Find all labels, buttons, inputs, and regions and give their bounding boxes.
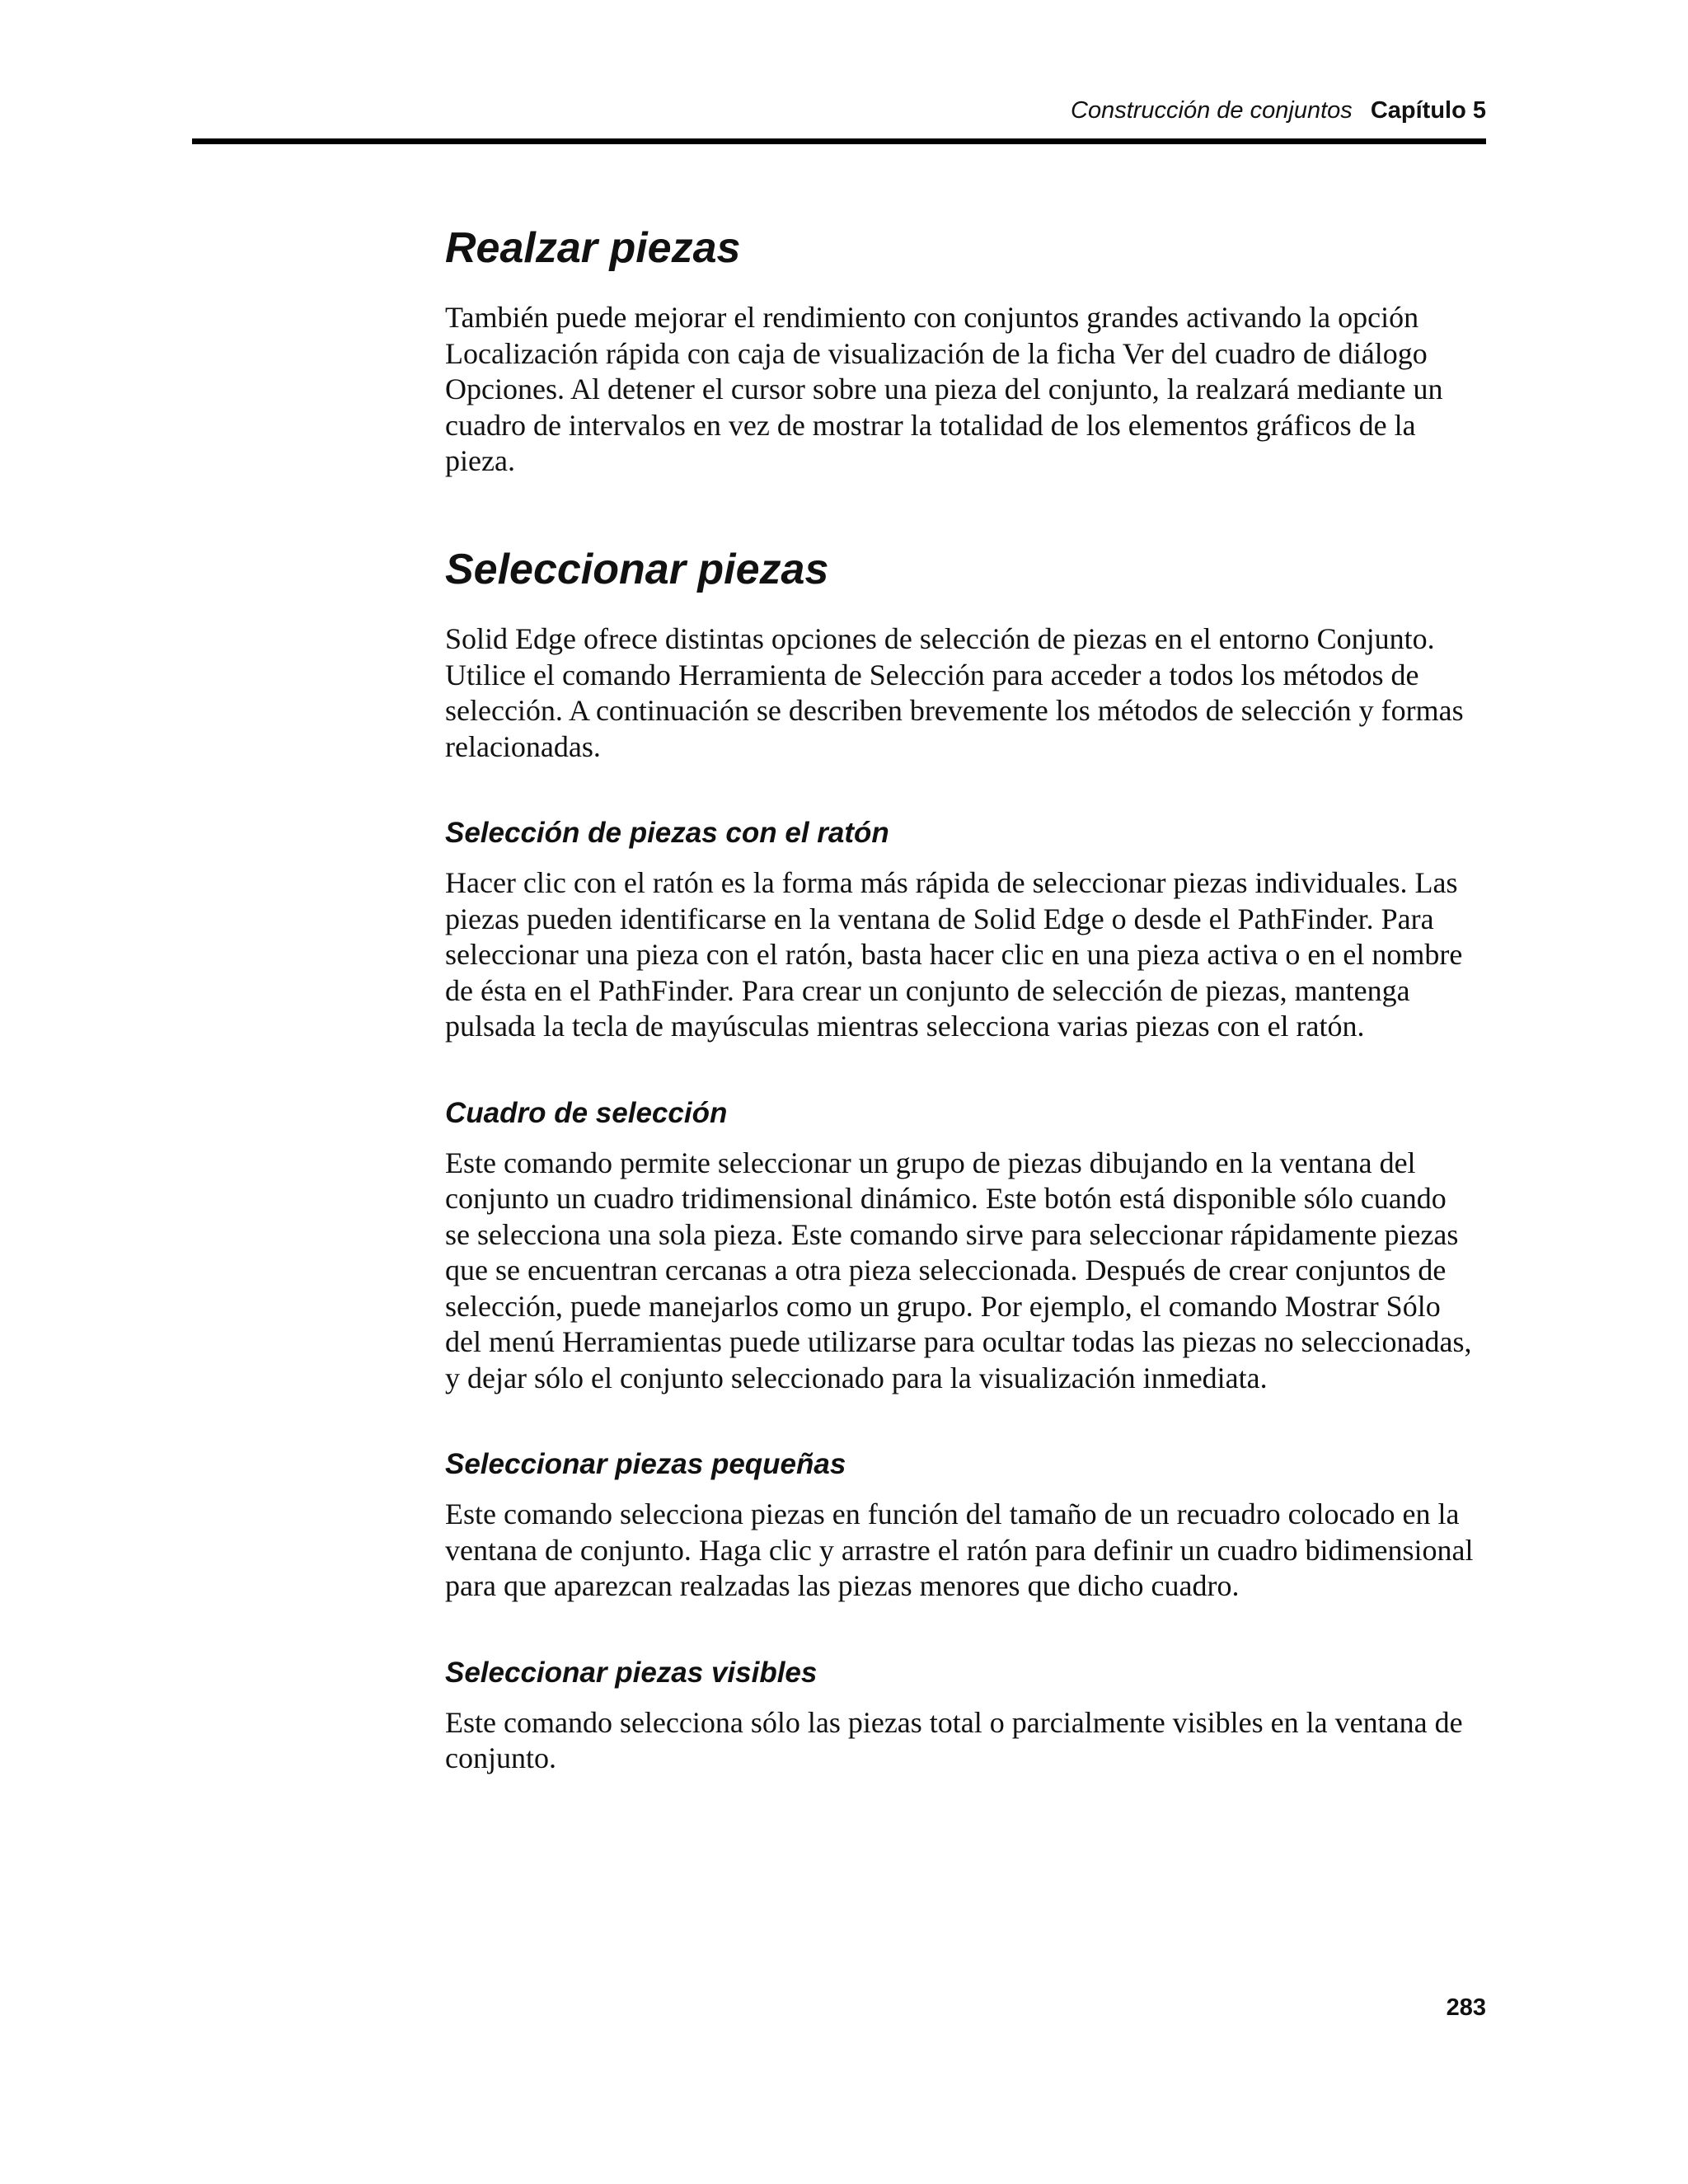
running-header-chapter: Capítulo 5 xyxy=(1370,97,1486,124)
subheading-piezas-pequenas: Seleccionar piezas pequeñas xyxy=(445,1448,846,1481)
heading-seleccionar-piezas: Seleccionar piezas xyxy=(445,545,829,593)
page-number: 283 xyxy=(1446,1994,1486,2021)
paragraph-seleccion-raton: Hacer clic con el ratón es la forma más rápida de seleccionar piezas individuales. Las piezas pueden identificarse en la ventana de Solid Edge o desde el PathFinder. Para seleccionar una pieza con el ratón, basta hacer clic en una pieza activa o en el nombre de ésta en el PathFinder. Para crear un conjunto de selección de piezas, mantenga pulsada la tecla de mayúsculas mientras selecciona varias piezas con el ratón. xyxy=(445,866,1463,1043)
heading-realzar-piezas: Realzar piezas xyxy=(445,224,741,272)
paragraph-piezas-pequenas: Este comando selecciona piezas en función del tamaño de un recuadro colocado en la ventana de conjunto. Haga clic y arrastre el ratón para definir un cuadro bidimensional para que aparezcan realzadas las piezas menores que dicho cuadro. xyxy=(445,1497,1474,1603)
page-content xyxy=(445,223,1492,1777)
running-header xyxy=(1071,97,1486,124)
running-header-section: Construcción de conjuntos xyxy=(1071,97,1353,124)
header-rule xyxy=(192,138,1486,144)
paragraph-piezas-visibles: Este comando selecciona sólo las piezas total o parcialmente visibles en la ventana de conjunto. xyxy=(445,1705,1463,1775)
subheading-cuadro-seleccion: Cuadro de selección xyxy=(445,1096,728,1129)
subheading-seleccion-raton: Selección de piezas con el ratón xyxy=(445,817,889,850)
paragraph-realzar-piezas: También puede mejorar el rendimiento con conjuntos grandes activando la opción Localización rápida con caja de visualización de la ficha Ver del cuadro de diálogo Opciones. Al detener el cursor sobre una pieza del conjunto, la realzará mediante un cuadro de intervalos en vez de mostrar la totalidad de los elementos gráficos de la pieza. xyxy=(445,301,1443,478)
subheading-piezas-visibles: Seleccionar piezas visibles xyxy=(445,1656,818,1689)
paragraph-cuadro-seleccion: Este comando permite seleccionar un grupo de piezas dibujando en la ventana del conjunto un cuadro tridimensional dinámico. Este botón está disponible sólo cuando se selecciona una sola pieza. Este comando sirve para seleccionar rápidamente piezas que se encuentran cercanas a otra pieza seleccionada. Después de crear conjuntos de selección, puede manejarlos como un grupo. Por ejemplo, el comando Mostrar Sólo del menú Herramientas puede utilizarse para ocultar todas las piezas no seleccionadas, y dejar sólo el conjunto seleccionado para la visualización inmediata. xyxy=(445,1146,1472,1394)
paragraph-seleccionar-piezas: Solid Edge ofrece distintas opciones de selección de piezas en el entorno Conjunto. Utilice el comando Herramienta de Selección para acceder a todos los métodos de selección. A continuación se describen brevemente los métodos de selección y formas relacionadas. xyxy=(445,622,1464,763)
